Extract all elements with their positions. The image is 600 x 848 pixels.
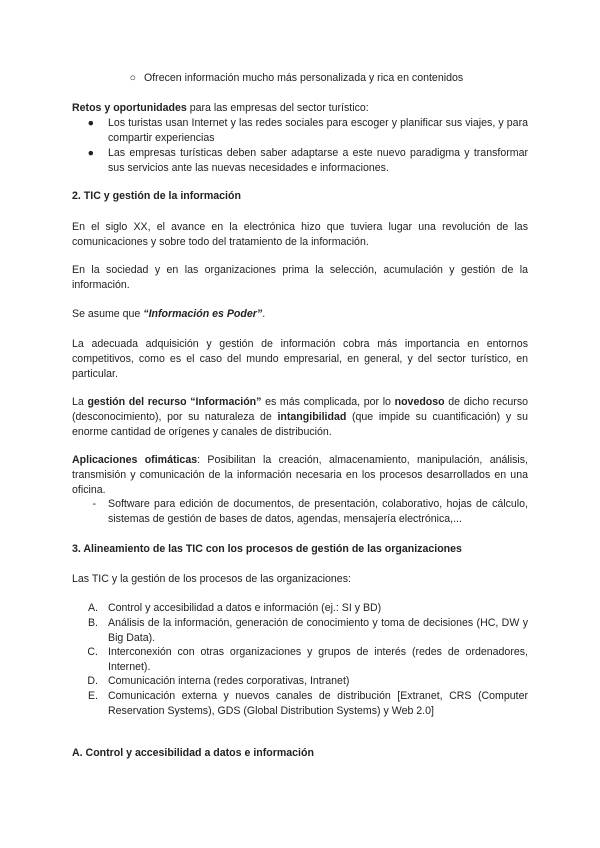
list-marker-c: C. xyxy=(87,646,98,658)
circle-bullet-icon: ○ xyxy=(129,72,136,84)
retos-intro xyxy=(72,101,528,116)
list-marker-b: B. xyxy=(87,617,98,629)
list-marker-e: E. xyxy=(87,690,98,702)
p5-b: gestión del recurso “Información” xyxy=(87,396,262,408)
list-item-e: Comunicación externa y nuevos canales de distribución [Extranet, CRS (Computer Reservation Systems), GDS (Global Distribution Systems) y Web 2.0] xyxy=(108,690,528,717)
section-2-paragraph-2: En la sociedad y en las organizaciones prima la selección, acumulación y gestión de la información. xyxy=(72,264,528,291)
dash-item-text: Software para edición de documentos, de presentación, colaborativo, hojas de cálculo, sistemas de gestión de bases de datos, agendas, mensajería electrónica,... xyxy=(108,498,528,525)
filled-bullet-icon: ● xyxy=(87,117,94,129)
list-item-a: Control y accesibilidad a datos e información (ej.: SI y BD) xyxy=(108,602,382,614)
section-2-paragraph-1: En el siglo XX, el avance en la electrónica hizo que tuviera lugar una revolución de las comunicaciones y sobre todo del tratamiento de la información. xyxy=(72,221,528,248)
p3-pre: Se asume que xyxy=(72,308,144,320)
filled-bullet-icon: ● xyxy=(87,147,94,159)
section-a-heading: A. Control y accesibilidad a datos e información xyxy=(72,747,314,759)
p5-a: La xyxy=(72,396,88,408)
top-bullet-text: Ofrecen información mucho más personalizada y rica en contenidos xyxy=(144,72,464,84)
retos-bold: Retos y oportunidades xyxy=(72,102,187,114)
p5-g: (que impide su cuantificación) y su enorme cantidad de orígenes y canales de distribución. xyxy=(72,410,528,438)
dash-bullet-icon: - xyxy=(92,498,96,510)
section-2-paragraph-3 xyxy=(72,307,528,322)
section-2-heading: 2. TIC y gestión de la información xyxy=(72,190,241,202)
p5-d: novedoso xyxy=(394,396,445,408)
list-item-b: Análisis de la información, generación de conocimiento y toma de decisiones (HC, DW y Big Data). xyxy=(108,617,528,644)
p5-c: es más complicada, por lo xyxy=(261,396,395,408)
retos-item-1: Los turistas usan Internet y las redes sociales para escoger y planificar sus viajes, y para compartir experiencias xyxy=(108,117,528,144)
section-3-intro: Las TIC y la gestión de los procesos de las organizaciones: xyxy=(72,573,351,585)
retos-item-2: Las empresas turísticas deben saber adaptarse a este nuevo paradigma y transformar sus servicios ante las nuevas necesidades e informaciones. xyxy=(108,147,528,174)
section-2-paragraph-5 xyxy=(72,395,528,439)
list-item-c: Interconexión con otras organizaciones y grupos de interés (redes de ordenadores, Internet). xyxy=(108,646,528,673)
p3-quote: “Información es Poder” xyxy=(143,308,263,320)
section-3-heading: 3. Alineamiento de las TIC con los procesos de gestión de las organizaciones xyxy=(72,543,462,555)
list-item-d: Comunicación interna (redes corporativas, Intranet) xyxy=(108,675,350,687)
p6-bold: Aplicaciones ofimáticas xyxy=(72,454,198,466)
p5-e: de dicho recurso (desconocimiento), por su naturaleza de xyxy=(72,396,529,423)
section-2-paragraph-6 xyxy=(72,453,528,497)
p5-f: intangibilidad xyxy=(277,410,347,423)
list-marker-d: D. xyxy=(87,675,98,687)
list-marker-a: A. xyxy=(87,602,98,614)
retos-rest: para las empresas del sector turístico: xyxy=(186,102,369,114)
p6-rest: : Posibilitan la creación, almacenamiento, manipulación, análisis, transmisión y comunicación de la información necesaria en los procesos desarrollados en una oficina. xyxy=(72,454,528,496)
p3-post: . xyxy=(262,308,266,320)
section-2-paragraph-4: La adecuada adquisición y gestión de información cobra más importancia en entornos competitivos, como es el caso del mundo empresarial, en general, y del sector turístico, en particular. xyxy=(72,338,528,380)
